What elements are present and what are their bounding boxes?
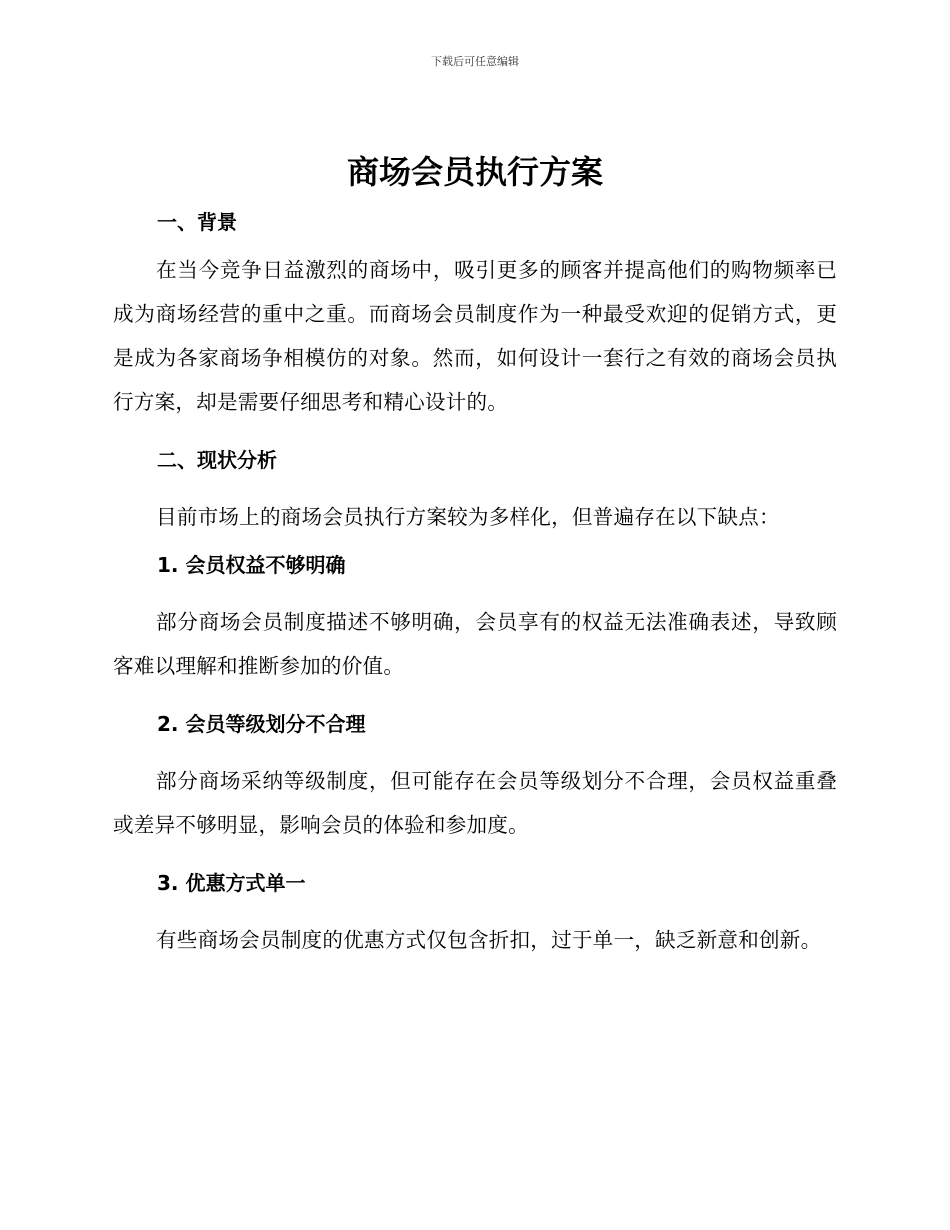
issue-paragraph-2: 部分商场采纳等级制度，但可能存在会员等级划分不合理，会员权益重叠或差异不够明显，影响会员的体验和参加度。 — [113, 769, 837, 837]
section-heading-background: 一、背景 — [157, 210, 237, 234]
issue-paragraph-1: 部分商场会员制度描述不够明确，会员享有的权益无法准确表述，导致顾客难以理解和推断参加的价值。 — [113, 610, 837, 678]
issue-heading-1: 1. 会员权益不够明确 — [157, 553, 346, 577]
paragraph-status-analysis: 目前市场上的商场会员执行方案较为多样化，但普遍存在以下缺点： — [156, 505, 780, 529]
document-title: 商场会员执行方案 — [346, 153, 603, 191]
document-body — [113, 148, 837, 962]
issue-heading-3: 3. 优惠方式单一 — [157, 871, 306, 895]
paragraph-background: 在当今竞争日益激烈的商场中，吸引更多的顾客并提高他们的购物频率已成为商场经营的重中之重。而商场会员制度作为一种最受欢迎的促销方式，更是成为各家商场争相模仿的对象。然而，如何设计一套行之有效的商场会员执行方案，却是需要仔细思考和精心设计的。 — [113, 258, 837, 414]
issue-heading-2: 2. 会员等级划分不合理 — [157, 712, 366, 736]
header-note: 下载后可任意编辑 — [431, 55, 519, 68]
issue-paragraph-3: 有些商场会员制度的优惠方式仅包含折扣，过于单一，缺乏新意和创新。 — [156, 928, 822, 952]
section-heading-status-analysis: 二、现状分析 — [157, 448, 277, 472]
